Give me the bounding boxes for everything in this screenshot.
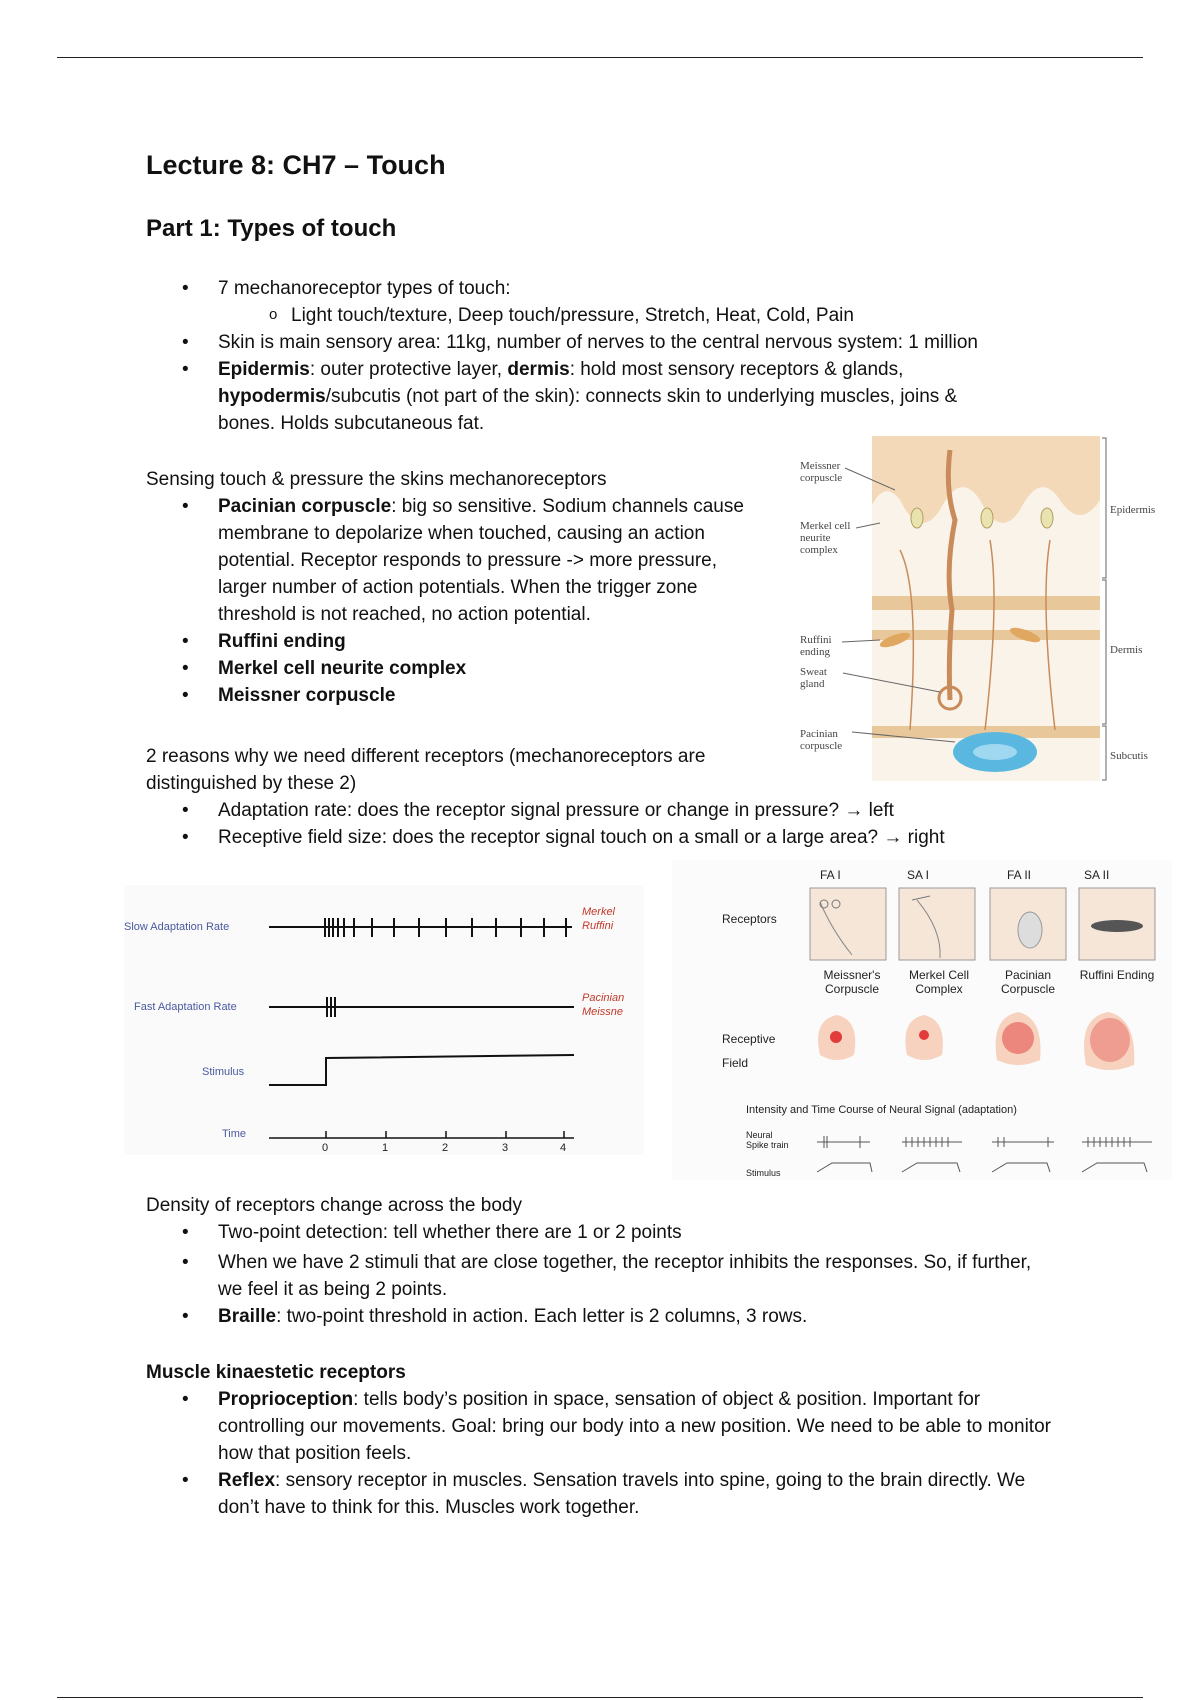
tick-label: 2 [442, 1142, 449, 1154]
label-merkel: Merkel cell neurite complex [800, 520, 851, 556]
sublist-item [218, 302, 1106, 329]
list-item [146, 682, 766, 709]
receptive-field-text: Receptive field size: does the receptor signal touch on a small or a large area? → right [218, 827, 945, 848]
merkel-term: Merkel cell neurite complex [218, 658, 467, 679]
field-dot [1002, 1022, 1034, 1054]
time-axis [269, 1131, 574, 1138]
bottom-rule [57, 1697, 1143, 1698]
list-item [146, 329, 1106, 356]
field-fa1 [818, 1015, 855, 1060]
pacinian-core [973, 744, 1017, 760]
spike-train-label-1: Neural [746, 1130, 773, 1140]
receptor-block-fa2 [990, 888, 1066, 960]
meissner-corpuscle [981, 508, 993, 528]
receptor-name: Pacinian Corpuscle [1000, 968, 1056, 996]
hypodermis-term: hypodermis [218, 386, 326, 407]
stimulus-label: Stimulus [202, 1066, 245, 1078]
dermis-text: : hold most sensory receptors & glands, [569, 359, 904, 380]
meissner-corpuscle [911, 508, 923, 528]
receptor-figure [672, 860, 1172, 1180]
receptor-name: Meissner's Corpuscle [823, 968, 881, 996]
col-code: SA I [907, 868, 930, 882]
receptor-name: Merkel Cell Complex [908, 968, 969, 996]
sensing-section [146, 466, 766, 709]
label-subcutis: Subcutis [1110, 750, 1148, 762]
list-item [146, 275, 1106, 329]
subcutis-bracket [1102, 726, 1106, 780]
slow-receptor-merkel: Merkel [582, 906, 616, 918]
receptor-block-fa1 [810, 888, 886, 960]
list-item [146, 628, 766, 655]
skin-block [899, 888, 975, 960]
stimulus-trace [1082, 1163, 1147, 1172]
proprioception-text: : tells body’s position in space, sensation of object & position. Important for controlling our movements. Goal: bring our body into a new position. We need to be able to monitor how that position feels. [218, 1389, 1051, 1464]
top-rule [57, 57, 1143, 58]
adaptation-text: Adaptation rate: does the receptor signal pressure or change in pressure? → left [218, 800, 894, 821]
part1-heading: Part 1: Types of touch [146, 215, 397, 242]
list-item [146, 1303, 1046, 1330]
receptor-block-sa1 [899, 888, 975, 960]
dermis-term: dermis [507, 359, 570, 380]
receptor-name: Ruffini Ending [1079, 968, 1155, 982]
list-item [146, 797, 1106, 824]
list-item [146, 1467, 1066, 1521]
proprioception-term: Proprioception [218, 1389, 354, 1410]
stimulus-trace [817, 1163, 872, 1172]
col-code: FA II [1007, 868, 1032, 882]
stimulus-step [269, 1055, 574, 1085]
two-point-text: Two-point detection: tell whether there are 1 or 2 points [218, 1222, 682, 1243]
reasons-intro: 2 reasons why we need different receptors (mechanoreceptors are distinguished by these 2) [146, 746, 706, 794]
muscle-section [146, 1359, 1066, 1521]
label-sweat-gland: Sweat gland [800, 666, 827, 690]
stimulus-trace [902, 1163, 960, 1172]
list-item [146, 1386, 1066, 1467]
slow-train [269, 918, 572, 937]
tick-label: 4 [560, 1142, 567, 1154]
slow-rate-label: Slow Adaptation Rate [124, 921, 230, 933]
muscle-heading: Muscle kinaestetic receptors [146, 1362, 406, 1383]
field-fa2 [996, 1012, 1041, 1065]
fast-train [269, 997, 574, 1017]
density-intro: Density of receptors change across the body [146, 1195, 522, 1216]
fast-receptor-meissner: Meissne [582, 1006, 623, 1018]
label-meissner: Meissner corpuscle [800, 460, 843, 484]
braille-term: Braille [218, 1306, 277, 1327]
meissner-corpuscle [1041, 508, 1053, 528]
stimulus-row-label: Stimulus [746, 1168, 781, 1178]
epidermis-bracket [1102, 438, 1106, 578]
ruffini-term: Ruffini ending [218, 631, 346, 652]
skin-figure [800, 430, 1170, 785]
hypodermis-text: /subcutis (not part of the skin): connects skin to underlying muscles, joins & bones. Holds subcutaneous fat. [218, 386, 958, 434]
reflex-text: : sensory receptor in muscles. Sensation travels into spine, going to the brain directly. We don’t have to think for this. Muscles work together. [218, 1470, 1026, 1518]
types-list: Light touch/texture, Deep touch/pressure, Stretch, Heat, Cold, Pain [291, 305, 854, 326]
close-stimuli-text: When we have 2 stimuli that are close together, the receptor inhibits the responses. So, if further, we feel it as being 2 points. [218, 1252, 1032, 1300]
stimulus-trace [992, 1163, 1050, 1172]
epidermis-text: : outer protective layer, [309, 359, 508, 380]
spike-train-label [746, 1130, 789, 1150]
col-code: SA II [1084, 868, 1110, 882]
spike-trains [817, 1136, 1152, 1148]
epidermis-term: Epidermis [218, 359, 310, 380]
braille-text: : two-point threshold in action. Each letter is 2 columns, 3 rows. [276, 1306, 808, 1327]
label-pacinian: Pacinian corpuscle [800, 728, 843, 752]
adaptation-figure [124, 885, 644, 1155]
skin-text: Skin is main sensory area: 11kg, number of nerves to the central nervous system: 1 million [218, 332, 978, 353]
receptor-ending [1091, 920, 1143, 932]
list-item [146, 1249, 1046, 1303]
label-dermis: Dermis [1110, 644, 1143, 656]
list-item [146, 493, 766, 628]
pacinian-term: Pacinian corpuscle [218, 496, 392, 517]
list-item [146, 824, 1106, 851]
field-dot [919, 1030, 929, 1040]
field-dot [1090, 1018, 1130, 1062]
col-code: FA I [820, 868, 841, 882]
label-ruffini: Ruffini ending [800, 634, 832, 658]
fast-receptor-pacinian: Pacinian [582, 992, 625, 1004]
receptor-block-sa2 [1079, 888, 1155, 960]
receptors-label: Receptors [722, 912, 777, 926]
tick-label: 3 [502, 1142, 509, 1154]
receptive-field-label: Receptive [722, 1032, 776, 1046]
reflex-term: Reflex [218, 1470, 276, 1491]
tick-label: 1 [382, 1142, 389, 1154]
receptive-field-label: Field [722, 1056, 749, 1070]
tick-label: 0 [322, 1142, 329, 1154]
stimulus-traces [817, 1163, 1147, 1172]
field-sa1 [905, 1015, 942, 1060]
meissner-term: Meissner corpuscle [218, 685, 396, 706]
signal-title: Intensity and Time Course of Neural Signal (adaptation) [746, 1104, 1017, 1116]
density-section [146, 1192, 1046, 1330]
spike-train-label-2: Spike train [746, 1140, 789, 1150]
types-section [146, 275, 1106, 437]
dermis-bracket [1102, 580, 1106, 724]
list-item [146, 1219, 1046, 1246]
receptor-ending [1018, 912, 1042, 948]
label-epidermis: Epidermis [1110, 504, 1156, 516]
field-dot [830, 1031, 842, 1043]
sensing-intro: Sensing touch & pressure the skins mechanoreceptors [146, 469, 607, 490]
dermis-band-1 [872, 596, 1100, 610]
list-item [146, 356, 1018, 437]
field-sa2 [1084, 1012, 1134, 1070]
fast-rate-label: Fast Adaptation Rate [134, 1001, 237, 1013]
types-intro: 7 mechanoreceptor types of touch: [218, 278, 511, 299]
page-title: Lecture 8: CH7 – Touch [146, 150, 446, 180]
slow-receptor-ruffini: Ruffini [582, 920, 614, 932]
time-label: Time [222, 1128, 247, 1140]
pacinian-text: : big so sensitive. Sodium channels cause membrane to depolarize when touched, causing an action potential. Receptor responds to pressure -> more pressure, larger number of action potentials. When the trigger zone threshold is not reached, no action potential. [218, 496, 744, 625]
list-item [146, 655, 766, 682]
